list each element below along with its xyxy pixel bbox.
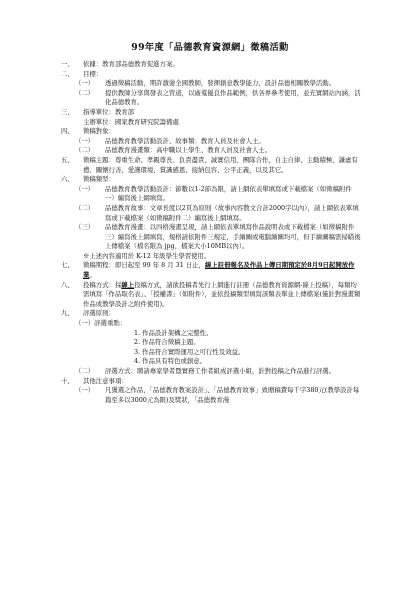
schedule-highlight: 線上註冊報名及作品上傳日期預定於8月9日起開放作業 bbox=[83, 261, 355, 280]
section-themes: 五、 徵稿主題：尊重生命、孝親尊長、負責盡責、誠實信用、團隊合作、自主自律、主動積極、謙虛有禮、關懷行善、愛護環境、賞識感恩、接納包容、公平正義，以及其它。 bbox=[61, 155, 358, 174]
eligibility-item: （二） 品德教育漫畫類：高中職以上學生、教育人員及社會人士。 bbox=[75, 146, 272, 155]
section-schedule: 七、 徵稿期程：即日起至 99 年 8 月 31 日止，線上註冊報名及作品上傳日期預定於8月9日起開放作業。 bbox=[61, 261, 355, 280]
section-basis: 一、 依據：教育部品德教育促進方案。 bbox=[61, 60, 179, 68]
section-supervisor: 三、 指導單位：教育部 bbox=[61, 107, 135, 116]
section-evaluation: 九、 評選原則： bbox=[61, 309, 115, 318]
schedule-text: 徵稿期程：即日起至 99 年 8 月 31 日止， bbox=[83, 261, 205, 270]
goal-item: （一） 透過徵稿活動，期許激盪全國教師，發揮創意教學能力，設計品德相關教學活動。 bbox=[75, 79, 336, 88]
criteria-item: 2. 作品符合徵稿主題。 bbox=[134, 338, 200, 347]
submission-highlight: 線上 bbox=[121, 280, 135, 289]
category-note: ※上述內容適用於 K-12 年級學生學習使用。 bbox=[83, 251, 211, 260]
eligibility-item: （一） 品德教育教學活動設計、故事類：教育人員及社會人士。 bbox=[75, 136, 265, 145]
criteria-label: （一）評選重點： bbox=[75, 319, 127, 328]
section-submission: 八、 投稿方式：採線上投稿方式，請欲投稿者先行上網進行註冊（品德教育資源網-線上投稿），每類均需填寫「作品取名表」、「授權書」（如附件），並依投稿類型填寫該類表單並上傳檔案(僅針對漫畫類作品或教學設計之附件使用)。 bbox=[61, 280, 361, 308]
criteria-item: 3. 作品符合實際運用之可行性及效益。 bbox=[134, 347, 245, 356]
submission-rest: 投稿方式，請欲投稿者先行上網進行註冊（品德教育資源網-線上投稿），每類均需填寫「作品取名表」、「授權書」（如附件），並依投稿類型填寫該類表單並上傳檔案(僅針對漫畫類作品或教學設計之附件使用)。 bbox=[83, 280, 361, 308]
goal-item: （二） 提供教師分享與發表之管道，以廣蒐優良作品範例，供各界參考使用，並充實網站內涵，活化品德教育。 bbox=[75, 88, 361, 107]
section-notes: 十、 其他注意事項： bbox=[61, 376, 128, 385]
section-eligibility: 四、 徵稿對象： bbox=[61, 127, 115, 136]
category-item: （一） 品德教育教學活動設計：節數以1-2節為限，請上網依表單填寫或下載檔案（如徵稿附件一）編寫後上網填寫。 bbox=[75, 184, 352, 203]
document-title: 99年度「品德教育資源網」徵稿活動 bbox=[131, 42, 289, 53]
submission-text: 投稿方式：採 bbox=[83, 280, 122, 289]
category-item: （二） 品德教育故事：文章長度以2頁為原則（故事內容散文合計2000字以內），請上網依表單填寫或下載檔案（如徵稿附件二）編寫後上網填寫。 bbox=[75, 203, 359, 222]
document-body bbox=[61, 60, 361, 405]
category-item: （三） 品德教育漫畫：以四格漫畫呈現，請上網依表單填寫作品說明表或下載檔案（如徵稿附件三）編寫後上網填寫，規格請依附件三規定，手繪圖或電腦繪圖均可，但手繪圖稿需掃瞄後上傳檔案（檔名限為 jpg，檔案大小10MB以內）。 bbox=[75, 223, 361, 251]
evaluation-method: （二） 評選方式：聘請專家學者暨實務工作者組成評選小組，針對投稿之作品進行評選。 bbox=[75, 367, 336, 375]
schedule-end: 。 bbox=[89, 271, 96, 280]
criteria-item: 4. 作品具有特色或創意。 bbox=[134, 357, 207, 366]
section-categories: 六、 徵稿類型： bbox=[61, 175, 115, 184]
section-goals: 二、 目標： bbox=[61, 69, 103, 78]
notes-item: （一） 凡獲選之作品，「品德教育教案設計」、「品德教育故事」致贈稿費每千字380元(教學設計每篇至多以3000元為限)及獎狀，「品德教育漫 bbox=[75, 386, 360, 404]
criteria-item: 1. 作品設計架構之完整性。 bbox=[134, 328, 213, 337]
organizer-line: 主辦單位：國家教育研究院籌備處 bbox=[83, 117, 179, 126]
